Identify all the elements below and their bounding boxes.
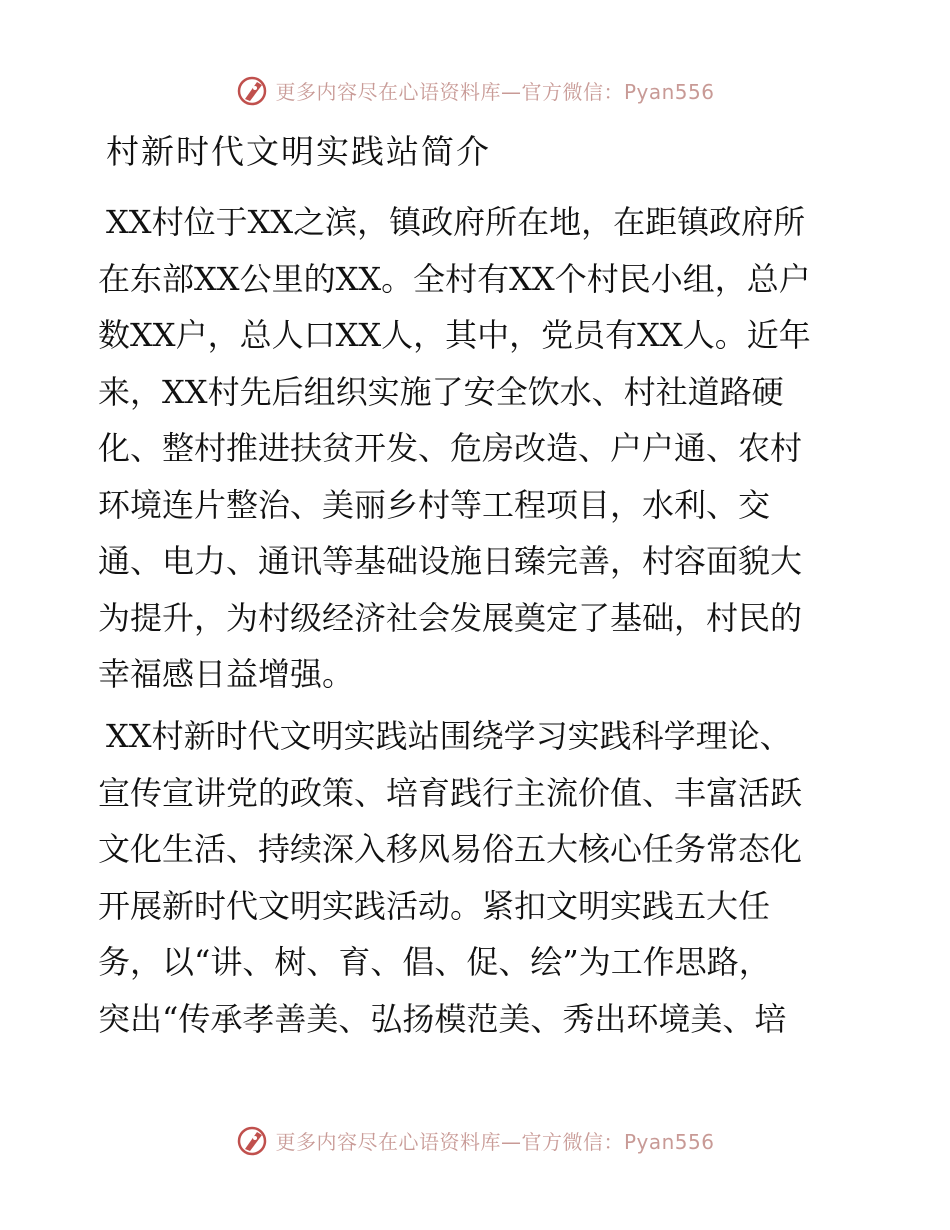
pen-nib-circle-logo-icon: [235, 1123, 269, 1157]
paragraph-line: 数XX户，总人口XX人，其中，党员有XX人。近年: [98, 316, 811, 354]
paragraph-line: 环境连片整治、美丽乡村等工程项目，水利、交: [98, 485, 771, 524]
paragraph-line: 化、整村推进扶贫开发、危房改造、户户通、农村: [98, 429, 803, 467]
paragraph-line: 务，以“讲、树、育、倡、促、绘”为工作思路，: [98, 943, 771, 981]
paragraph-1: [98, 194, 858, 703]
paragraph-line: 开展新时代文明实践活动。紧扣文明实践五大任: [98, 886, 771, 925]
paragraph-line: XX村新时代文明实践站围绕学习实践科学理论、: [106, 717, 792, 755]
paragraph-line: 幸福感日益增强。: [98, 655, 355, 693]
watermark-banner-top: [0, 70, 950, 110]
watermark-text: 更多内容尽在心语资料库—官方微信：Pyan556: [275, 79, 715, 104]
paragraph-line: 文化生活、持续深入移风易俗五大核心任务常态化: [98, 830, 803, 868]
paragraph-line: 在东部XX公里的XX。全村有XX个村民小组，总户: [98, 259, 811, 298]
paragraph-2: [98, 708, 858, 1047]
pen-nib-circle-logo-icon: [235, 73, 269, 107]
paragraph-line: 通、电力、通讯等基础设施日臻完善，村容面貌大: [98, 542, 803, 580]
document-title: 村新时代文明实践站简介: [106, 132, 491, 171]
paragraph-line: 为提升，为村级经济社会发展奠定了基础，村民的: [98, 598, 803, 637]
watermark-text: 更多内容尽在心语资料库—官方微信：Pyan556: [275, 1129, 715, 1154]
paragraph-line: 来，XX村先后组织实施了安全饮水、村社道路硬: [98, 372, 784, 411]
paragraph-line: XX村位于XX之滨，镇政府所在地，在距镇政府所: [106, 203, 806, 241]
watermark-banner-bottom: [0, 1120, 950, 1160]
paragraph-line: 宣传宣讲党的政策、培育践行主流价值、丰富活跃: [98, 773, 803, 812]
paragraph-line: 突出“传承孝善美、弘扬模范美、秀出环境美、培: [98, 999, 787, 1038]
